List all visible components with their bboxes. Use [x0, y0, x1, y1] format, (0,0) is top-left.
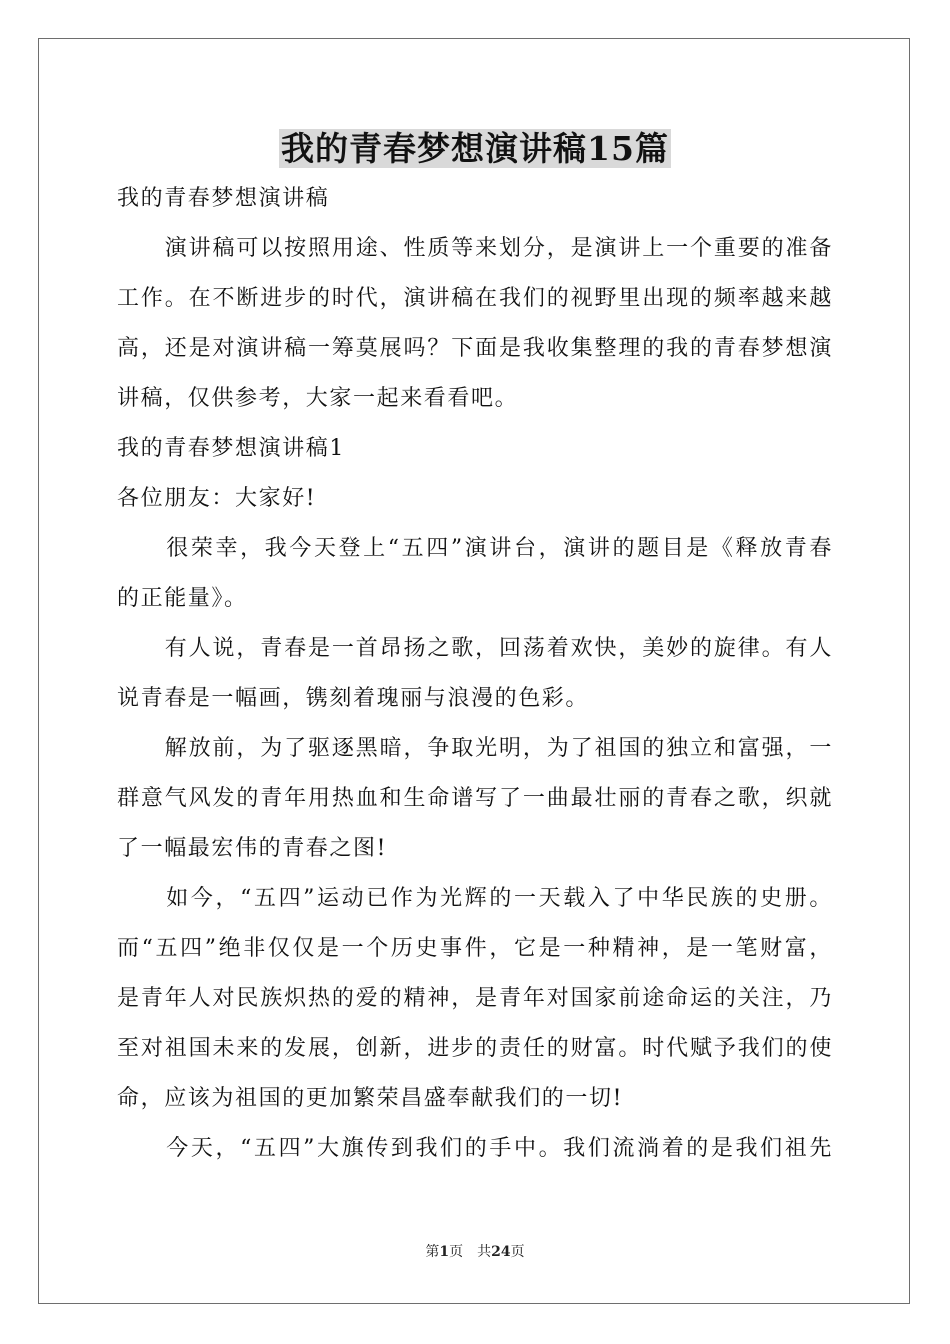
paragraph-line: 说青春是一幅画，镌刻着瑰丽与浪漫的色彩。 [117, 686, 590, 711]
paragraph-line: 的正能量》。 [117, 586, 248, 611]
intro-line: 工作。在不断进步的时代，演讲稿在我们的视野里出现的频率越来越 [117, 286, 833, 311]
page-footer [0, 1242, 950, 1262]
footer-total-suffix: 页 [510, 1244, 525, 1260]
paragraph-1 [117, 524, 833, 624]
paragraph-line: 而“五四”绝非仅仅是一个历史事件，它是一种精神，是一笔财富， [117, 936, 833, 961]
paragraph-4 [117, 874, 833, 1124]
paragraph-line: 解放前，为了驱逐黑暗，争取光明，为了祖国的独立和富强，一 [117, 736, 833, 761]
paragraph-line: 至对祖国未来的发展，创新，进步的责任的财富。时代赋予我们的使 [117, 1036, 833, 1061]
paragraph-line: 命，应该为祖国的更加繁荣昌盛奉献我们的一切! [117, 1086, 624, 1111]
intro-paragraph [117, 224, 833, 424]
document-subtitle: 我的青春梦想演讲稿 [117, 186, 330, 211]
paragraph-5 [117, 1124, 833, 1174]
paragraph-line: 有人说，青春是一首昂扬之歌，回荡着欢快，美妙的旋律。有人 [117, 636, 833, 661]
paragraph-line: 如今，“五四”运动已作为光辉的一天载入了中华民族的史册。 [117, 886, 833, 911]
footer-page-suffix: 页 共 [449, 1244, 492, 1260]
greeting: 各位朋友：大家好! [117, 486, 317, 511]
paragraph-2 [117, 624, 833, 724]
paragraph-3 [117, 724, 833, 874]
paragraph-line: 很荣幸，我今天登上“五四”演讲台，演讲的题目是《释放青春 [117, 536, 833, 561]
paragraph-line: 是青年人对民族炽热的爱的精神，是青年对国家前途命运的关注，乃 [117, 986, 833, 1011]
intro-line: 讲稿，仅供参考，大家一起来看看吧。 [117, 386, 519, 411]
intro-line: 演讲稿可以按照用途、性质等来划分，是演讲上一个重要的准备 [117, 236, 833, 261]
footer-page-number: 1 [439, 1244, 450, 1260]
footer-page-prefix: 第 [425, 1244, 440, 1260]
paragraph-line: 了一幅最宏伟的青春之图! [117, 836, 388, 861]
document-title-text: 我的青春梦想演讲稿15篇 [281, 129, 669, 168]
paragraph-line: 今天，“五四”大旗传到我们的手中。我们流淌着的是我们祖先 [117, 1136, 833, 1161]
section-heading: 我的青春梦想演讲稿1 [117, 436, 345, 461]
intro-line: 高，还是对演讲稿一筹莫展吗？下面是我收集整理的我的青春梦想演 [117, 336, 833, 361]
footer-total-pages: 24 [491, 1244, 511, 1260]
paragraph-line: 群意气风发的青年用热血和生命谱写了一曲最壮丽的青春之歌，织就 [117, 786, 833, 811]
document-title [0, 124, 950, 174]
